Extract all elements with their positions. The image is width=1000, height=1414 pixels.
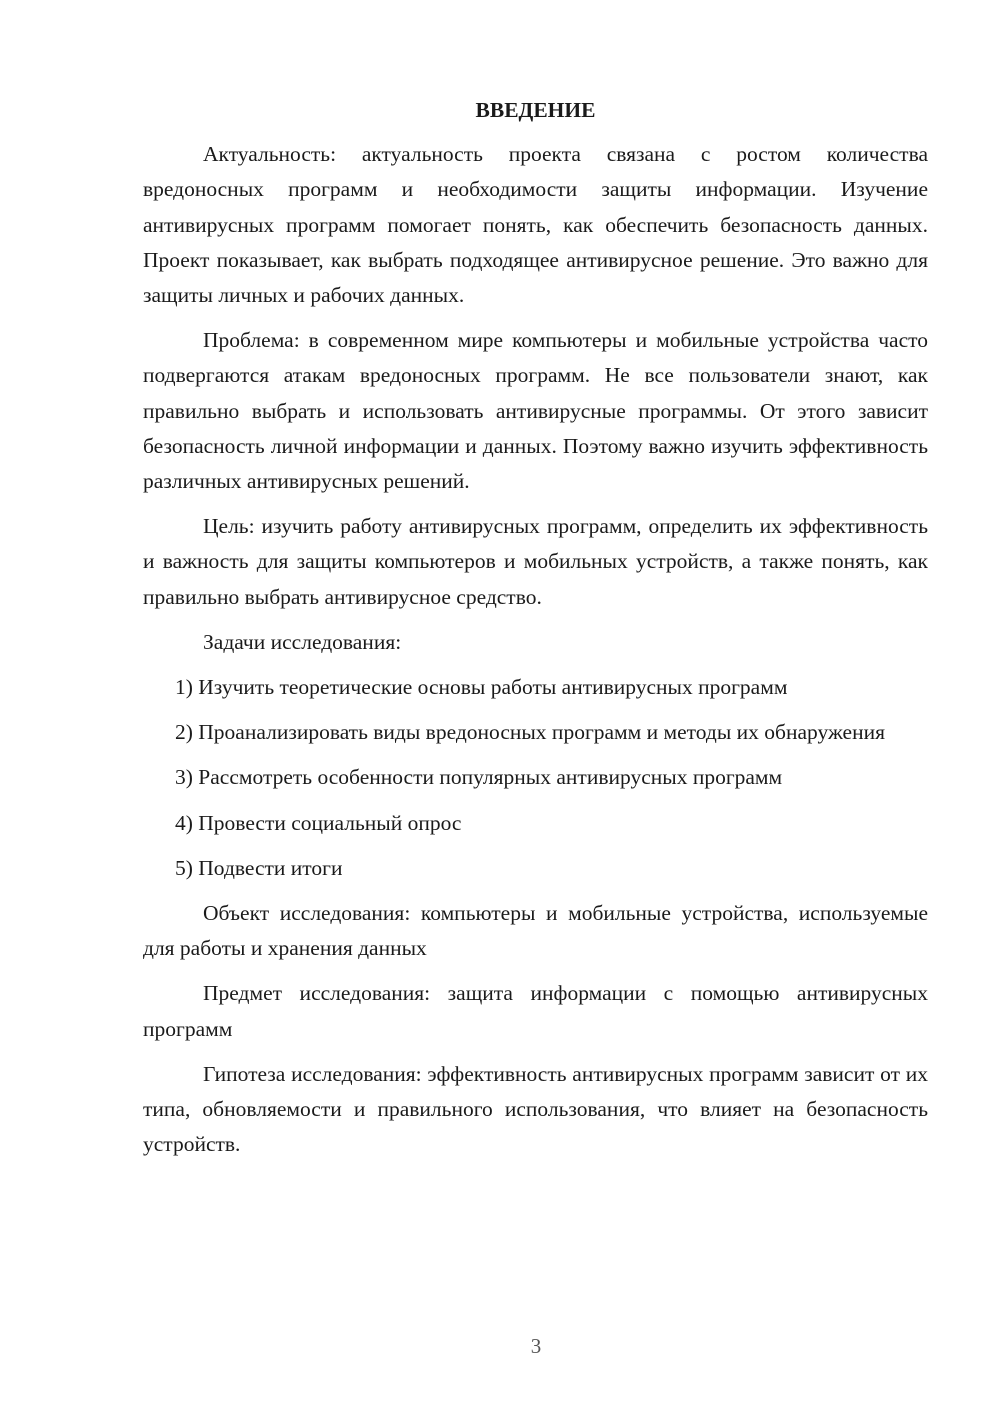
tasks-heading: Задачи исследования:: [203, 629, 402, 654]
list-item-task-4: 4) Провести социальный опрос: [175, 810, 462, 835]
page-number: 3: [530, 1334, 542, 1358]
paragraph-problem: Проблема: в современном мире компьютеры и мобильные устройства часто подвергаются атакам вредоносных программ. Не все пользователи знают, как правильно выбрать и использовать антивирусные программы. От этого зависит безопасность личной информации и данных. Поэтому важно изучить эффективность различных антивирусных решений.: [143, 328, 928, 494]
list-item-task-1: 1) Изучить теоретические основы работы антивирусных программ: [175, 675, 788, 700]
list-item-task-2: 2) Проанализировать виды вредоносных программ и методы их обнаружения: [175, 720, 885, 745]
list-item-task-5: 5) Подвести итоги: [175, 855, 343, 880]
paragraph-relevance: Актуальность: актуальность проекта связана с ростом количества вредоносных программ и необходимости защиты информации. Изучение антивирусных программ помогает понять, как обеспечить безопасность данных. Проект показывает, как выбрать подходящее антивирусное решение. Это важно для защиты личных и рабочих данных.: [143, 142, 928, 308]
paragraph-object: Объект исследования: компьютеры и мобильные устройства, используемые для работы и хранения данных: [143, 901, 928, 961]
paragraph-goal: Цель: изучить работу антивирусных программ, определить их эффективность и важность для защиты компьютеров и мобильных устройств, а также понять, как правильно выбрать антивирусное средство.: [143, 514, 928, 609]
list-item-task-3: 3) Рассмотреть особенности популярных антивирусных программ: [175, 765, 783, 790]
page-title: ВВЕДЕНИЕ: [475, 98, 596, 122]
paragraph-hypothesis: Гипотеза исследования: эффективность антивирусных программ зависит от их типа, обновляемости и правильного использования, что влияет на безопасность устройств.: [143, 1061, 928, 1157]
paragraph-subject: Предмет исследования: защита информации с помощью антивирусных программ: [143, 981, 928, 1041]
document-body: [143, 93, 928, 1172]
